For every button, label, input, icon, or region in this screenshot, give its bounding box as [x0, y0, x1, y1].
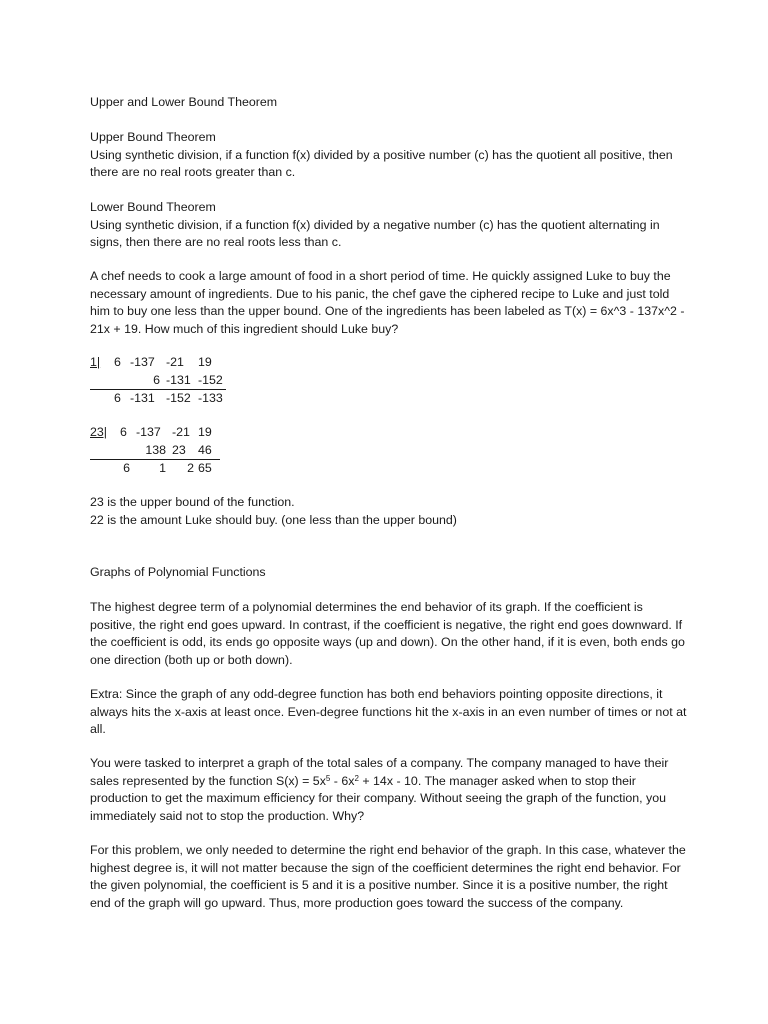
graphs-paragraph-extra: Extra: Since the graph of any odd-degree function has both end behaviors pointing opposite directions, it always hits the x-axis at least once. Even-degree functions hit the x-axis in an even number of times or not at all.: [90, 687, 687, 736]
division-cell: 65: [198, 461, 212, 475]
division-cell: 6: [123, 461, 130, 475]
upper-bound-section: [90, 129, 690, 182]
division-cell: -137: [130, 355, 155, 369]
division-cell: 19: [198, 425, 212, 439]
lower-bound-section: [90, 199, 690, 252]
graphs-paragraph-1: The highest degree term of a polynomial determines the end behavior of its graph. If the coefficient is positive, the right end goes upward. In contrast, if the coefficient is negative, the right end goes downward. If the coefficient is odd, its ends go opposite ways (up and down). On the other hand, if it is even, both ends go one direction (both up or both down).: [90, 600, 685, 667]
division-cell: -152: [198, 372, 226, 390]
lower-bound-heading: Lower Bound Theorem: [90, 200, 216, 214]
divisor-cell: 1|: [90, 355, 101, 369]
sales-exponent-1: 5: [325, 773, 331, 783]
division-cell: 6: [130, 372, 166, 390]
divisor-cell: 23|: [90, 425, 108, 439]
division-cell: -131: [166, 372, 198, 390]
division-cell: 6: [114, 355, 121, 369]
sales-exponent-2: 2: [354, 773, 359, 783]
graphs-paragraph-solution: For this problem, we only needed to determine the right end behavior of the graph. In this case, whatever the highest degree is, it will not matter because the sign of the coefficient determines the right end behavior. For the given polynomial, the coefficient is 5 and it is a positive number. Since it is a positive number, the right end of the graph will go upward. Thus, more production goes toward the success of the company.: [90, 843, 686, 910]
upper-bound-text: Using synthetic division, if a function f(x) divided by a positive number (c) has the quotient all positive, then there are no real roots greater than c.: [90, 147, 673, 179]
synthetic-division-1: [90, 354, 226, 408]
answer-section: [90, 494, 690, 529]
division-cell: [90, 390, 114, 408]
division-cell: [90, 372, 114, 390]
division-cell: 23: [172, 442, 198, 460]
answer-amount: 22 is the amount Luke should buy. (one less than the upper bound): [90, 512, 457, 527]
sales-text-after: + 14x - 10. The manager asked when to stop their production to get the maximum efficiency for their company. Without seeing the graph of the function, you immediately said not to stop the production. Why?: [90, 773, 667, 823]
upper-bound-heading: Upper Bound Theorem: [90, 130, 216, 144]
sales-text-mid: - 6x: [330, 773, 355, 788]
answer-upper-bound: 23 is the upper bound of the function.: [90, 495, 295, 509]
division-cell: -21: [172, 425, 190, 439]
sales-problem-text: [90, 755, 690, 825]
division-cell: [114, 372, 130, 390]
division-cell: -133: [198, 391, 223, 405]
division-cell: [120, 442, 136, 460]
division-cell: 6: [120, 425, 127, 439]
division-cell: 2: [187, 461, 194, 475]
division-cell: 138: [136, 442, 172, 460]
document-title: Upper and Lower Bound Theorem: [90, 95, 278, 109]
division-cell: [90, 460, 120, 478]
division-cell: 46: [198, 442, 220, 460]
division-cell: -137: [136, 425, 161, 439]
chef-problem-text: A chef needs to cook a large amount of food in a short period of time. He quickly assigned Luke to buy the necessary amount of ingredients. Due to his panic, the chef gave the ciphered recipe to Luke and just told him to buy one less than the upper bound. One of the ingredients has been labeled as T(x) = 6x^3 - 137x^2 - 21x + 19. How much of this ingredient should Luke buy?: [90, 269, 685, 336]
division-cell: -21: [166, 355, 184, 369]
lower-bound-text: Using synthetic division, if a function f(x) divided by a negative number (c) has the quotient alternating in signs, then there are no real roots less than c.: [90, 217, 660, 249]
sales-text-before: You were tasked to interpret a graph of the total sales of a company. The company managed to have their sales represented by the function S(x) = 5x: [90, 756, 669, 788]
division-cell: [90, 442, 120, 460]
graphs-heading: Graphs of Polynomial Functions: [90, 565, 266, 579]
division-cell: 6: [114, 391, 121, 405]
division-cell: -131: [130, 391, 155, 405]
division-cell: 19: [198, 355, 212, 369]
synthetic-division-2: [90, 424, 220, 478]
division-cell: -152: [166, 391, 191, 405]
division-cell: 1: [159, 461, 166, 475]
